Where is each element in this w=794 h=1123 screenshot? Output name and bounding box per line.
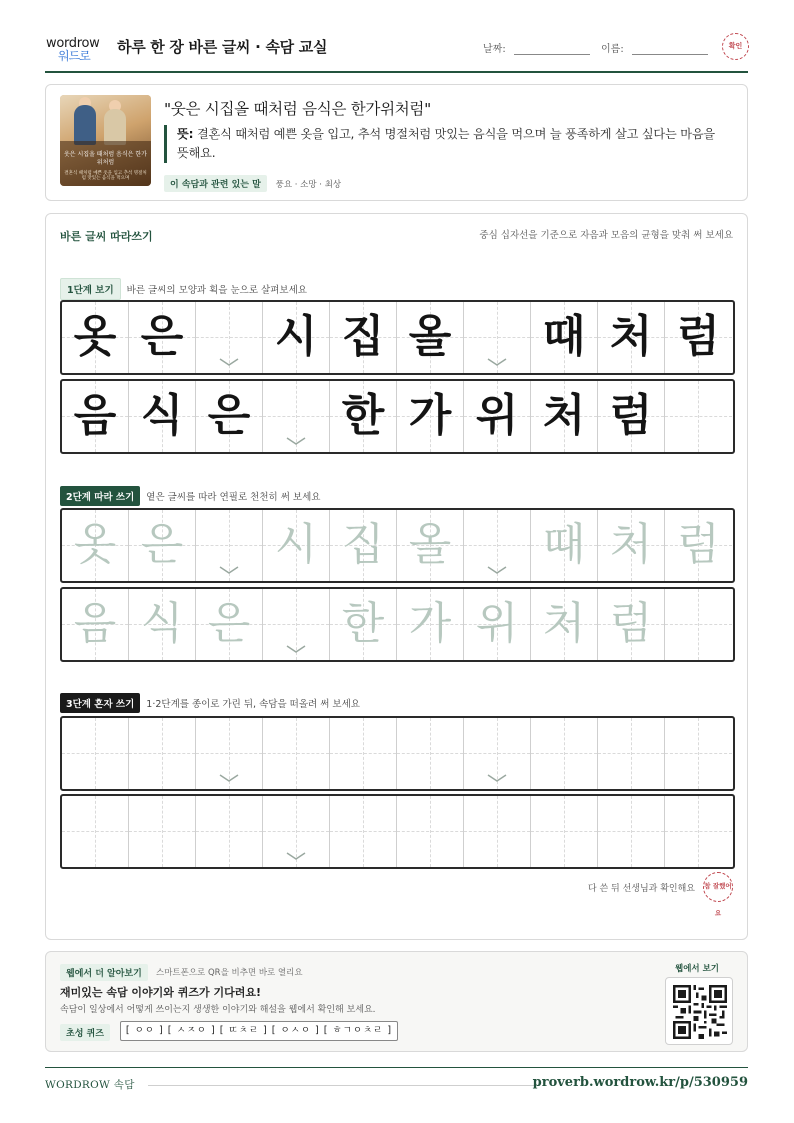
date-field[interactable] [483, 40, 590, 55]
grid-cell [531, 510, 598, 581]
grid-character: 처 [542, 598, 586, 649]
grid-cell [598, 796, 665, 867]
proverb-card [45, 84, 748, 201]
grid-character: 식 [140, 598, 184, 649]
practice-title: 바른 글씨 따라쓰기 [60, 230, 153, 243]
grid-cell [397, 796, 464, 867]
grid-character: 시 [274, 519, 318, 570]
grid-cell [397, 589, 464, 660]
grid-character: 은 [207, 390, 251, 441]
grid-cell [665, 302, 732, 373]
proverb-title: "웃은 시집올 때처럼 음식은 한가위처럼" [164, 100, 431, 118]
footer-url[interactable]: proverb.wordrow.kr/p/530959 [532, 1075, 748, 1090]
grid-cell [397, 302, 464, 373]
grid-cell [665, 718, 732, 789]
grid-cell [598, 510, 665, 581]
grid-character: 처 [609, 311, 653, 362]
grid-character: 럼 [677, 311, 720, 362]
grid-cell [129, 510, 196, 581]
grid-cell [263, 510, 330, 581]
grid-cell [464, 510, 531, 581]
grid-character: 때 [542, 311, 586, 362]
grid-cell [464, 302, 531, 373]
qr-code-icon[interactable] [665, 977, 733, 1045]
model-row-2 [60, 379, 735, 454]
meaning-text: 결혼식 때처럼 예쁜 옷을 입고, 추석 명절처럼 맛있는 음식을 먹으며 늘 풍족하게 살고 싶다는 마음을 뜻해요. [177, 127, 715, 160]
grid-cell [129, 302, 196, 373]
space-mark-icon [487, 565, 507, 575]
space-mark-icon [286, 436, 306, 446]
step-3 [60, 693, 360, 713]
step-3-badge: 3단계 혼자 쓰기 [60, 693, 140, 713]
grid-cell [62, 510, 129, 581]
grid-cell [263, 381, 330, 452]
grid-cell [665, 796, 732, 867]
step-3-desc: 1·2단계를 종이로 가린 뒤, 속담을 떠올려 써 보세요 [146, 699, 360, 710]
grid-cell [665, 589, 732, 660]
grid-cell [62, 718, 129, 789]
wordrow-logo [46, 36, 108, 66]
grid-character: 음 [73, 598, 117, 649]
space-mark-icon [219, 773, 239, 783]
related-label: 이 속담과 관련 있는 말 [164, 175, 267, 192]
footer-brand: WORDROW 속담 [45, 1079, 135, 1091]
grid-cell [598, 302, 665, 373]
free-row-1[interactable] [60, 716, 735, 791]
finish-note: 다 쓴 뒤 선생님과 확인해요 [587, 884, 695, 894]
web-more-tag: 웹에서 더 알아보기 [60, 964, 148, 981]
grid-cell [330, 302, 397, 373]
illustration-subcaption: 결혼식 때처럼 예쁜 옷을 입고 추석 명절처럼 맛있는 음식을 먹으며 [64, 171, 147, 181]
grid-character: 식 [140, 390, 184, 441]
grid-character: 시 [274, 311, 318, 362]
grid-cell [397, 510, 464, 581]
grid-cell [330, 381, 397, 452]
grid-character: 가 [408, 390, 452, 441]
step-2-desc: 옅은 글씨를 따라 연필로 천천히 써 보세요 [146, 492, 321, 503]
grid-cell [330, 589, 397, 660]
grid-cell [665, 510, 732, 581]
grid-cell [531, 302, 598, 373]
proverb-illustration [60, 95, 151, 186]
grid-cell [196, 302, 263, 373]
trace-row-1[interactable] [60, 508, 735, 583]
grid-character: 집 [341, 311, 385, 362]
related-list: 풍요 · 소망 · 최상 [275, 180, 342, 190]
web-more-card [45, 951, 748, 1052]
grid-character: 음 [73, 390, 117, 441]
check-seal-icon: 확인 [722, 33, 749, 60]
grid-character: 때 [542, 519, 586, 570]
web-more-desc: 속담이 일상에서 어떻게 쓰이는지 생생한 이야기와 해설을 웹에서 확인해 보세요. [60, 1005, 376, 1015]
space-mark-icon [219, 565, 239, 575]
grid-character: 처 [609, 519, 653, 570]
space-mark-icon [487, 773, 507, 783]
grid-cell [263, 589, 330, 660]
name-field[interactable] [601, 40, 708, 55]
grid-cell [665, 381, 732, 452]
related-words [164, 175, 341, 192]
grid-character: 은 [207, 598, 251, 649]
grid-cell [531, 796, 598, 867]
grid-cell [464, 796, 531, 867]
grid-character: 위 [475, 390, 519, 441]
web-view-label: 웹에서 보기 [674, 964, 719, 974]
page-footer [45, 1067, 748, 1097]
grid-cell [598, 718, 665, 789]
proverb-meaning [164, 125, 724, 163]
web-more-heading: 재미있는 속담 이야기와 퀴즈가 기다려요! [60, 986, 261, 999]
step-1-desc: 바른 글씨의 모양과 획을 눈으로 살펴보세요 [126, 285, 307, 296]
grid-character: 가 [408, 598, 452, 649]
grid-cell [196, 718, 263, 789]
grid-character: 은 [140, 519, 184, 570]
grid-cell [531, 381, 598, 452]
step-1 [60, 278, 307, 300]
grid-cell [62, 589, 129, 660]
grid-cell [531, 718, 598, 789]
grid-cell [196, 796, 263, 867]
grid-cell [196, 381, 263, 452]
name-label: 이름: [601, 44, 624, 55]
logo-korean: 워드로 [58, 49, 90, 63]
grid-cell [196, 510, 263, 581]
grid-character: 옷 [73, 311, 117, 362]
meaning-label: 뜻: [177, 127, 194, 141]
grid-character: 옷 [73, 519, 117, 570]
worksheet-title: 하루 한 장 바른 글씨 · 속담 교실 [117, 38, 328, 56]
practice-note: 중심 십자선을 기준으로 자음과 모음의 균형을 맞춰 써 보세요 [479, 230, 733, 241]
grid-cell [196, 589, 263, 660]
grid-character: 위 [475, 598, 519, 649]
practice-panel [45, 213, 748, 940]
grid-cell [62, 302, 129, 373]
space-mark-icon [286, 644, 306, 654]
grid-cell [330, 796, 397, 867]
grid-cell [397, 718, 464, 789]
grid-cell [464, 589, 531, 660]
grid-character: 럼 [609, 598, 653, 649]
grid-cell [129, 381, 196, 452]
step-2 [60, 486, 320, 506]
grid-cell [263, 718, 330, 789]
grid-cell [531, 589, 598, 660]
grid-character: 럼 [609, 390, 653, 441]
grid-character: 한 [341, 598, 385, 649]
space-mark-icon [219, 357, 239, 367]
grid-character: 은 [140, 311, 184, 362]
grid-cell [330, 718, 397, 789]
grid-character: 처 [542, 390, 586, 441]
grid-cell [263, 796, 330, 867]
grid-cell [464, 381, 531, 452]
chosung-quiz: [ ㅇㅇ ] [ ㅅㅈㅇ ] [ ㄸㅊㄹ ] [ ㅇㅅㅇ ] [ ㅎㄱㅇㅊㄹ ] [120, 1021, 398, 1041]
grid-character: 올 [408, 311, 452, 362]
grid-character: 올 [408, 519, 452, 570]
free-row-2[interactable] [60, 794, 735, 869]
grid-character: 집 [341, 519, 385, 570]
grid-cell [129, 796, 196, 867]
model-row-1 [60, 300, 735, 375]
grid-cell [263, 302, 330, 373]
grid-character: 럼 [677, 519, 720, 570]
space-mark-icon [487, 357, 507, 367]
grid-cell [62, 796, 129, 867]
grid-cell [397, 381, 464, 452]
grid-character: 한 [341, 390, 385, 441]
space-mark-icon [286, 851, 306, 861]
grid-cell [62, 381, 129, 452]
page-header [45, 30, 748, 73]
illustration-caption: 웃은 시집올 때처럼 음식은 한가위처럼 [64, 151, 147, 166]
date-label: 날짜: [483, 44, 506, 55]
grid-cell [598, 381, 665, 452]
quiz-label: 초성 퀴즈 [60, 1024, 110, 1041]
grid-cell [330, 510, 397, 581]
web-more-sub: 스마트폰으로 QR을 비추면 바로 열리요 [156, 968, 303, 978]
step-1-badge: 1단계 보기 [60, 278, 121, 300]
good-job-stamp-icon: 참 잘했어요 [703, 872, 733, 902]
step-2-badge: 2단계 따라 쓰기 [60, 486, 140, 506]
grid-cell [129, 718, 196, 789]
grid-cell [598, 589, 665, 660]
grid-cell [129, 589, 196, 660]
logo-wordmark: wordrow [46, 36, 100, 51]
grid-cell [464, 718, 531, 789]
trace-row-2[interactable] [60, 587, 735, 662]
